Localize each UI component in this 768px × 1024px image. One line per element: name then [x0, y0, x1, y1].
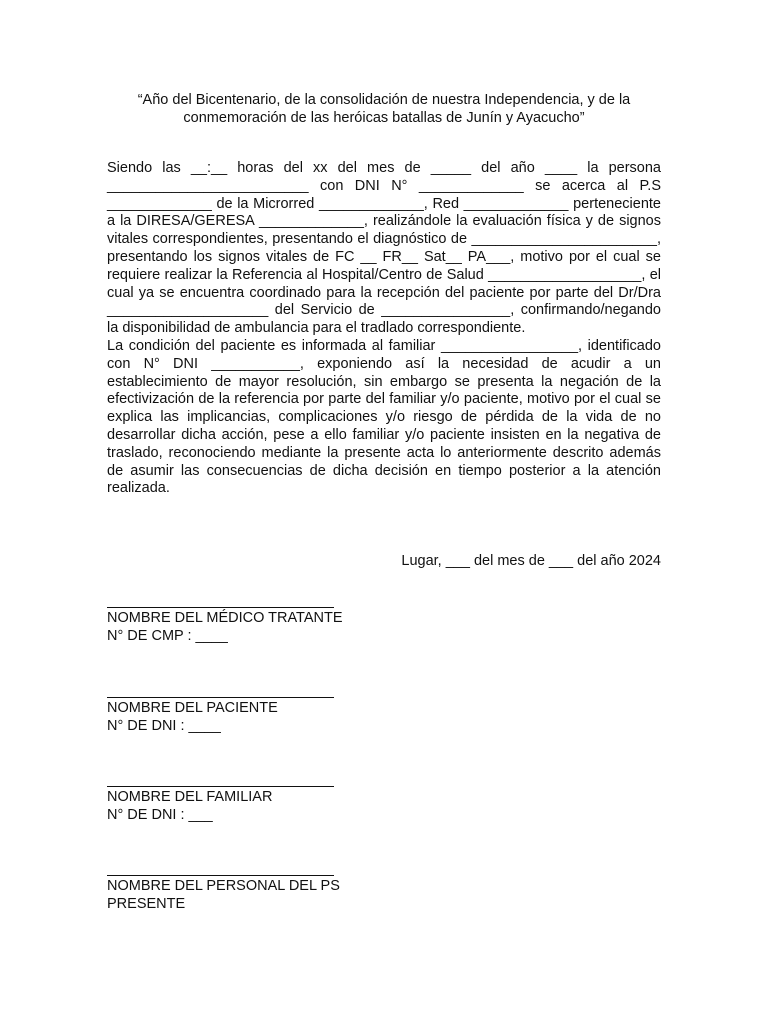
header-line-2: conmemoración de las heróicas batallas de Junín y Ayacucho”	[183, 110, 585, 126]
signature-block-family	[107, 786, 427, 824]
body-paragraph-1: Siendo las __:__ horas del xx del mes de _____ del año ____ la persona _________________________ con DNI N° _____________ se acerca al P.S _____________ de la Microrred _____________, Red _____________ perteneciente a la DIRESA/GERESA _____________, realizándole la evaluación física y de signos vitales correspondientes, presentando el diagnóstico de _______________________, presentando los signos vitales de FC __ FR__ Sat__ PA___, motivo por el cual se requiere realizar la Referencia al Hospital/Centro de Salud ___________________, el cual ya se encuentra coordinado para la recepción del paciente por parte del Dr/Dra ____________________ del Servicio de ________________, confirmando/negando la disponibilidad de ambulancia para el tradlado correspondiente.	[107, 160, 661, 337]
signature-name: NOMBRE DEL PACIENTE	[107, 700, 278, 716]
signature-line	[107, 875, 334, 876]
signature-detail: PRESENTE	[107, 896, 186, 912]
place-date-line: Lugar, ___ del mes de ___ del año 2024	[401, 553, 661, 569]
document-header	[107, 91, 661, 127]
signature-block-patient	[107, 697, 427, 735]
signature-line	[107, 697, 334, 698]
signature-name: NOMBRE DEL PERSONAL DEL PS	[107, 878, 340, 894]
document-body	[107, 160, 661, 498]
signature-line	[107, 786, 334, 787]
body-paragraph-2: La condición del paciente es informada al familiar _________________, identificado con N° DNI ___________, exponiendo así la necesidad de acudir a un establecimiento de mayor resolución, sin embargo se presenta la negación de la efectivización de la referencia por parte del familiar y/o paciente, motivo por el cual se explica las implicancias, complicaciones y/o riesgo de pérdida de la vida de no desarrollar dicha acción, pese a ello familiar y/o paciente insisten en la negativa de traslado, reconociendo mediante la presente acta lo anteriormente descrito además de asumir las consecuencias de dicha decisión en tiempo posterior a la atención realizada.	[107, 337, 661, 497]
signature-block-staff	[107, 875, 427, 913]
signature-detail: N° DE DNI : ____	[107, 718, 221, 734]
header-line-1: “Año del Bicentenario, de la consolidación de nuestra Independencia, y de la	[137, 92, 631, 108]
signature-name: NOMBRE DEL MÉDICO TRATANTE	[107, 610, 343, 626]
signature-detail: N° DE DNI : ___	[107, 807, 213, 823]
signature-detail: N° DE CMP : ____	[107, 628, 228, 644]
signature-block-doctor	[107, 607, 427, 645]
signature-line	[107, 607, 334, 608]
signature-name: NOMBRE DEL FAMILIAR	[107, 789, 273, 805]
